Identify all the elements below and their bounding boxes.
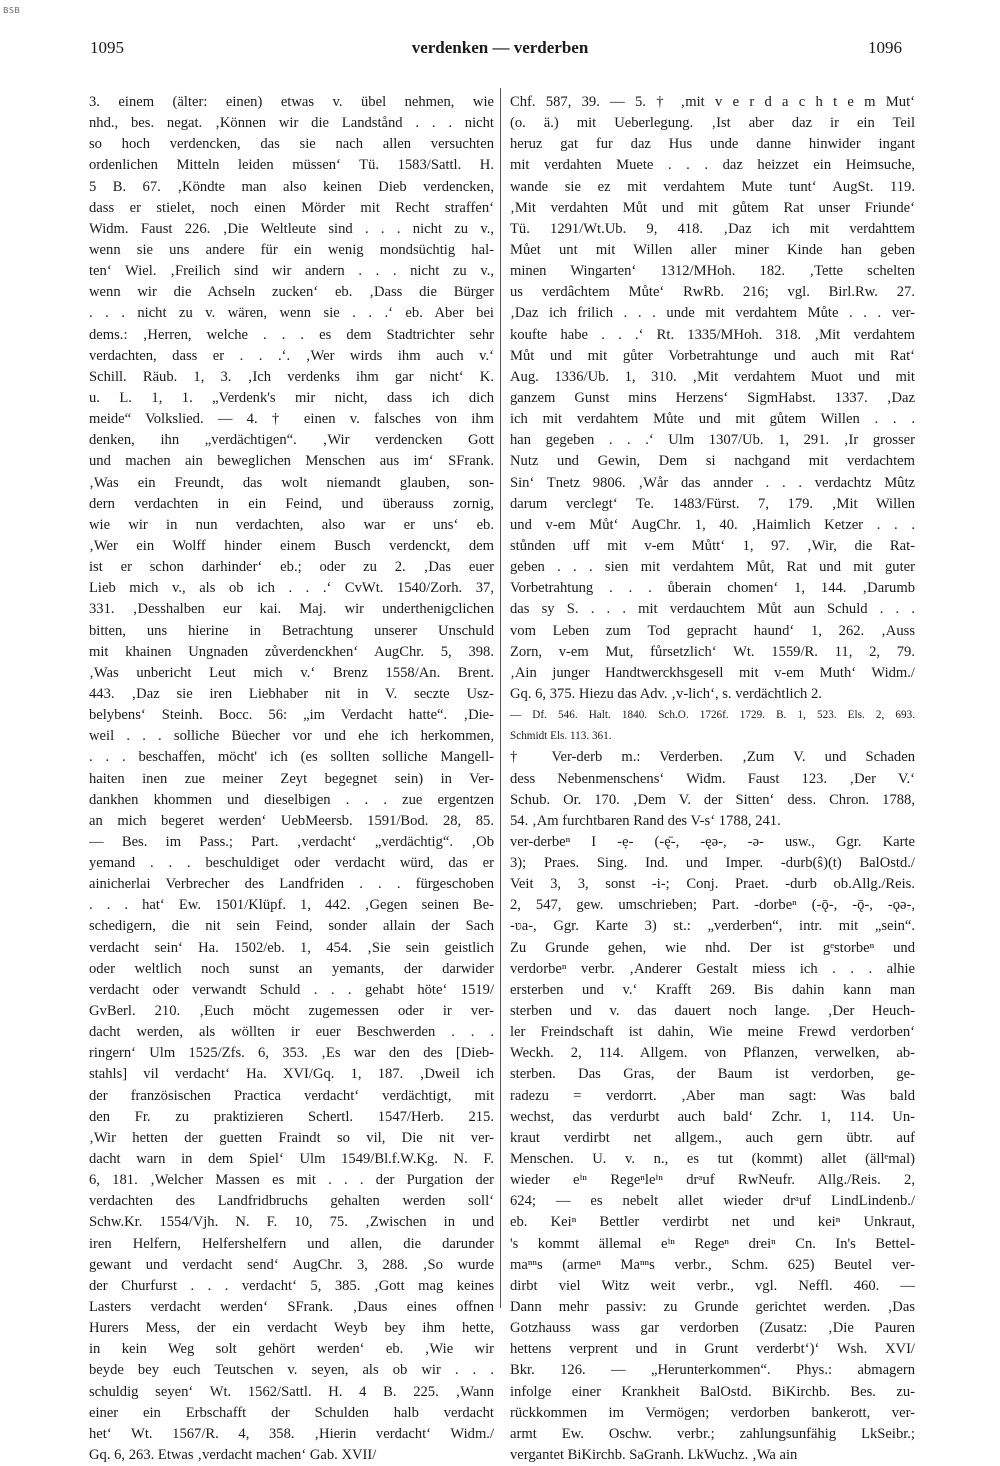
text-line: und machen ain beweglichen Menschen aus im‘ SFrank. — [89, 453, 494, 470]
text-line: Schmidt Els. 113. 361. — [510, 730, 612, 743]
text-line: Schill. Räub. 1, 3. ‚Ich verdenks ihm gar nicht‘ K. — [89, 368, 494, 385]
text-line: eb. Keiⁿ Bettler verdirbt net und keiⁿ Unkraut, — [510, 1214, 915, 1231]
text-line: Bkr. 126. — „Herunterkommen“. Phys.: abmagern — [510, 1362, 915, 1379]
text-line: 5 B. 67. ‚Köndte man also keinen Dieb verdencken, — [89, 178, 494, 195]
text-line: Zorn, v-em Mut, fůrsetzlich‘ Wt. 1559/R. 11, 2, 79. — [510, 643, 915, 660]
text-line: 54. ‚Am furchtbaren Rand des V-s‘ 1788, 241. — [510, 812, 781, 829]
page-header — [0, 38, 1000, 62]
text-line: so hoch verdencken, das sie nach allen versuchten — [89, 136, 494, 153]
text-line: Dann mehr passiv: zu Grunde gerichtet werden. ‚Das — [510, 1299, 915, 1316]
text-line: . . . beschaffen, möcht' ich (es sollten solliche Mangell- — [89, 749, 494, 766]
text-line: bitten, uns hierine in Betrachtung unserer Unschuld — [89, 622, 494, 639]
text-line: dess Nebenmenschens‘ Widm. Faust 123. ‚Der V.‘ — [510, 770, 915, 787]
text-line: wenn wir die Achseln zucken‘ eb. ‚Dass die Bürger — [89, 284, 494, 301]
text-line: Schw.Kr. 1554/Vjh. N. F. 10, 75. ‚Zwischen in und — [89, 1214, 494, 1231]
text-line: dirbt viel Witz weit verbr., vgl. Neffl. 460. — — [510, 1277, 915, 1294]
text-line: ordenlichen Mitteln leiden müssen‘ Tü. 1583/Sattl. H. — [89, 157, 494, 174]
text-line: einer ein Erbschafft der Schulden halb verdacht — [89, 1404, 494, 1421]
text-line: darum verclegt‘ Te. 1483/Fürst. 7, 179. ‚Mit Willen — [510, 495, 915, 512]
text-line: rückkommen im Vermögen; verdorben bankerott, ver- — [510, 1404, 915, 1421]
text-line: in kein Weg solt gehört werden‘ eb. ‚Wie wir — [89, 1341, 494, 1358]
text-line: der französischen Practica verdacht‘ verdächtigt, mit — [89, 1087, 494, 1104]
text-line: heruz gat fur daz Hus unde danne hinwider ingant — [510, 136, 915, 153]
text-line: Můet unt mit Willen aller miner Kinde han geben — [510, 241, 915, 258]
page-number-left: 1095 — [90, 38, 124, 57]
text-line: — Df. 546. Halt. 1840. Sch.O. 1726f. 1729. B. 1, 523. Els. 2, 693. — [510, 709, 915, 722]
text-line: 3. einem (älter: einen) etwas v. übel nehmen, wie — [89, 94, 494, 110]
text-line: koufte habe . . .‘ Rt. 1335/MHoh. 318. ‚Mit verdahtem — [510, 326, 915, 343]
text-line: -ʋa-, Ggr. Karte 3) st.: „verderben“, intr. mit „sein“. — [510, 918, 915, 935]
text-line: 624; — es nebelt allet wieder drᵃuf LindLindenb./ — [510, 1193, 915, 1210]
text-line: armt Ew. Oschw. verbr.; zahlungsunfähig LkSeibr.; — [510, 1425, 915, 1442]
text-line: Gq. 6, 375. Hiezu das Adv. ‚v-lich‘, s. verdächtlich 2. — [510, 685, 822, 702]
text-line: ‚Was unbericht Leut mich v.‘ Brenz 1558/An. Brent. — [89, 664, 494, 681]
text-line: belybens‘ Steinh. Bocc. 56: „im Verdacht hatte“. ‚Die- — [89, 707, 494, 724]
text-line: vergantet BiKirchb. SaGranh. LkWuchz. ‚Wa ain — [510, 1447, 798, 1463]
text-line: ver-derbeⁿ I -ẹ- (-ę̄-, -ęə-, -ə- usw., Ggr. Karte — [510, 833, 915, 850]
text-line: Aug. 1336/Ub. 1, 310. ‚Mit verdahtem Muot und mit — [510, 368, 915, 385]
text-line: der Churfurst . . . verdacht‘ 5, 385. ‚Gott mag keines — [89, 1277, 494, 1294]
text-line: haiten inen zue meiner Zeyt begegnet sein) in Ver- — [89, 770, 494, 787]
text-line: iren Helfern, Helfershelfern und allen, die darunder — [89, 1235, 494, 1252]
text-line: het‘ Wt. 1567/R. 4, 358. ‚Hierin verdacht‘ Widm./ — [89, 1425, 494, 1442]
text-line: Widm. Faust 226. ‚Die Weltleute sind . . . nicht zu v., — [89, 220, 494, 237]
text-line: Sin‘ Tnetz 9806. ‚Wår das annder . . . verdachtz Mûtz — [510, 474, 915, 491]
text-line: minen Wingarten‘ 1312/MHoh. 182. ‚Tette schelten — [510, 263, 915, 280]
text-line: beyde bey euch Teutschen v. seyen, als ob wir . . . — [89, 1362, 494, 1379]
text-line: den Fr. zu praktizieren Schertl. 1547/Herb. 215. — [89, 1108, 494, 1125]
text-line: † Ver-derb m.: Verderben. ‚Zum V. und Schaden — [510, 749, 915, 766]
text-line: dass er stielet, noch einen Mörder mit Recht straffen‘ — [89, 199, 494, 216]
text-line: mit verdahten Muete . . . daz heizzet ein Heimsuche, — [510, 157, 915, 174]
text-line: schuldig seyen‘ Wt. 1562/Sattl. H. 4 B. 225. ‚Wann — [89, 1383, 494, 1400]
text-line: u. L. 1, 1. „Verdenk's mir nicht, dass ich dich — [89, 389, 494, 406]
text-line: mit khainen Ungnaden zůverdenckhen‘ AugChr. 5, 398. — [89, 643, 494, 660]
text-line: dacht warn in dem Spiel‘ Ulm 1549/Bl.f.W.Kg. N. F. — [89, 1151, 494, 1168]
text-line: wechst, das verdurbt auch bald‘ Zchr. 1, 114. Un- — [510, 1108, 915, 1125]
text-line: ‚Ain junger Handtwerckhsgesell mit v-em Muth‘ Widm./ — [510, 664, 915, 681]
text-line: an mich begeret werden‘ UebMeersb. 1591/Bod. 28, 85. — [89, 812, 494, 829]
text-line: Menschen. U. v. n., es tut (kommt) allet (ällᵉmal) — [510, 1151, 915, 1168]
text-line: ‚Wer ein Wolff hinder einem Busch verdenckt, dem — [89, 537, 494, 554]
text-line: maⁿⁿs (armeⁿ Maⁿⁿs verbr., Schm. 625) Beutel ver- — [510, 1256, 915, 1273]
text-line: wande sie ez mit verdahtem Mute tunt‘ AugSt. 119. — [510, 178, 915, 195]
text-line: verdorbeⁿ verbr. ‚Anderer Gestalt miess ich . . . alhie — [510, 960, 915, 977]
text-line: Zu Grunde gehen, wie nhd. Der ist gᵉstorbeⁿ und — [510, 939, 915, 956]
text-line: Veit 3, 3, sonst -i-; Conj. Praet. -durb ob.Allg./Reis. — [510, 876, 915, 893]
text-line: nhd., bes. negat. ‚Können wir die Landstånd . . . nicht — [89, 115, 494, 132]
text-line: yemand . . . beschuldiget oder verdacht würd, das er — [89, 855, 494, 872]
text-line: infolge einer Krankheit BalOstd. BiKirchb. Bes. zu- — [510, 1383, 915, 1400]
text-line: 331. ‚Desshalben eur kai. Maj. wir underthenigclichen — [89, 601, 494, 618]
text-line: vom Leben zum Tod gepracht haund‘ 1, 262. ‚Auss — [510, 622, 915, 639]
text-line: hettens verprent und in Grunt verderbt‘)‘ Wsh. XVI/ — [510, 1341, 915, 1358]
text-line: 6, 181. ‚Welcher Massen es mit . . . der Purgation der — [89, 1172, 494, 1189]
text-line: 443. ‚Daz sie iren Liebhaber nit in V. seczte Usz- — [89, 685, 494, 702]
text-line: Lieb mich v., als ob ich . . .‘ CvWt. 1540/Zorh. 37, — [89, 580, 494, 597]
text-line: kraut verdirbt net allgem., auch gern übtr. auf — [510, 1129, 915, 1146]
text-line: ler Freindschaft ist dahin, Wie meine Frewd verdorben‘ — [510, 1024, 915, 1041]
text-line: stahls] vil verdacht‘ Ha. XVI/Gq. 1, 187. ‚Dweil ich — [89, 1066, 494, 1083]
text-line: dern verdachten in ein Feind, und überauss zornig, — [89, 495, 494, 512]
text-line: radezu = verdorrt. ‚Aber man sagt: Was bald — [510, 1087, 915, 1104]
text-line: Nutz und Gewin, Dem si nachgand mit verdachtem — [510, 453, 915, 470]
column-divider — [500, 88, 501, 1308]
text-line: Lasters verdacht werden‘ SFrank. ‚Daus eines offnen — [89, 1299, 494, 1316]
text-line: sterben und v. das dauert noch lange. ‚Der Heuch- — [510, 1003, 915, 1020]
text-line: Schub. Or. 170. ‚Dem V. der Sitten‘ dess. Chron. 1788, — [510, 791, 915, 808]
text-line: dacht werden, als wöllten ir euer Beschwerden . . . — [89, 1024, 494, 1041]
text-line: dankhen khommen und dieselbigen . . . zue ergentzen — [89, 791, 494, 808]
text-line: stůnden uff mit v-em Můtt‘ 1, 97. ‚Wir, die Rat- — [510, 537, 915, 554]
text-line: Můt und mit gůter Vorbetrahtunge und auch mit Rat‘ — [510, 347, 915, 364]
text-line: gewant und verdacht send‘ AugChr. 3, 288. ‚So wurde — [89, 1256, 494, 1273]
text-line: ainicherlai Verbrecher des Landfriden . . . fürgeschoben — [89, 876, 494, 893]
text-line: Gq. 6, 263. Etwas ‚verdacht machen‘ Gab. XVII/ — [89, 1447, 377, 1463]
text-line: dems.: ‚Herren, welche . . . es dem Stadtrichter sehr — [89, 326, 494, 343]
text-line: verdachten des Landfridbruchs gehalten werden soll‘ — [89, 1193, 494, 1210]
text-line: han gegeben . . .‘ Ulm 1307/Ub. 1, 291. ‚Ir grosser — [510, 432, 915, 449]
text-line: ich mit verdahtem Můte und mit gůtem Willen . . . — [510, 411, 915, 428]
text-line: (o. ä.) mit Ueberlegung. ‚Ist aber daz ir ein Teil — [510, 115, 915, 132]
text-line: — Bes. im Pass.; Part. ‚verdacht‘ „verdächtig“. ‚Ob — [89, 833, 494, 850]
text-line: Vorbetrahtung . . . ůberain chomen‘ 1, 144. ‚Darumb — [510, 580, 915, 597]
text-line: wieder eⁱⁿ Regeⁿleⁱⁿ drᵃuf RwNeufr. Allg./Reis. 2, — [510, 1172, 915, 1189]
text-line: ‚Mit verdahten Můt und mit gůtem Rat unser Friunde‘ — [510, 199, 915, 216]
text-line: ringern‘ Ulm 1525/Zfs. 6, 353. ‚Es war den des [Dieb- — [89, 1045, 494, 1062]
text-line: verdacht sein‘ Ha. 1502/eb. 1, 454. ‚Sie sein geistlich — [89, 939, 494, 956]
page-number-right: 1096 — [868, 38, 902, 57]
text-line: denken, ihn „verdächtigen“. ‚Wir verdencken Gott — [89, 432, 494, 449]
right-column — [510, 92, 915, 1466]
text-line: . . . nicht zu v. wären, wenn sie . . .‘ eb. Aber bei — [89, 305, 494, 322]
text-line: 2, 547, gew. umschrieben; Part. -dorbeⁿ (-ǭ-, -ǭ-, -ǫə-, — [510, 897, 915, 914]
text-line: geben . . . sien mit verdahtem Můt, Rat und mit guter — [510, 559, 915, 576]
text-line: ten‘ Wiel. ‚Freilich sind wir andern . . . nicht zu v., — [89, 263, 494, 280]
text-line: das sy S. . . . mit verdauchtem Můt aun Schuld . . . — [510, 601, 915, 618]
text-line: schedigern, die nit sein Feind, sonder allain der Sach — [89, 918, 494, 935]
text-line: GvBerl. 210. ‚Euch möcht zugemessen oder ir ver- — [89, 1003, 494, 1020]
text-line: ersterben und v.‘ Krafft 269. Bis dahin kann man — [510, 981, 915, 998]
text-line: 's kommt ällemal eⁱⁿ Regeⁿ dreiⁿ Cn. In's Bettel- — [510, 1235, 915, 1252]
text-line: ist er schon darhinder‘ eb.; oder zu 2. ‚Das euer — [89, 559, 494, 576]
text-line: ‚Was ein Freundt, das wolt niemandt glauben, son- — [89, 474, 494, 491]
text-line: oder weltlich noch sunst an yemants, der darwider — [89, 960, 494, 977]
text-line: ‚Daz ich frilich . . . unde mit verdahtem Můte . . . ver- — [510, 305, 915, 322]
text-line: Hurers Mess, der ein verdacht Weyb bey ihm hette, — [89, 1320, 494, 1337]
text-line: 3); Praes. Sing. Ind. und Imper. -durb(ŝ)(t) BalOstd./ — [510, 855, 915, 872]
text-line: weil . . . solliche Büecher vor und ehe ich herkommen, — [89, 728, 494, 745]
text-line: Weckh. 2, 114. Allgem. von Pflanzen, verwelken, ab- — [510, 1045, 915, 1062]
text-line: Tü. 1291/Wt.Ub. 9, 418. ‚Daz ich mit verdahttem — [510, 220, 915, 237]
text-line: wie wir in nun verdachten, also war er uns‘ eb. — [89, 516, 494, 533]
text-line: und v-em Můt‘ AugChr. 1, 40. ‚Haimlich Ketzer . . . — [510, 516, 915, 533]
text-line: sterben. Das Gras, der Baum ist verdorben, ge- — [510, 1066, 915, 1083]
text-line: wenn sie uns andere für ein wenig mondsüchtig hal- — [89, 241, 494, 258]
text-line: . . . hat‘ Ew. 1501/Klüpf. 1, 442. ‚Gegen seinen Be- — [89, 897, 494, 914]
text-line: us verdâchtem Můte‘ RwRb. 216; vgl. Birl.Rw. 27. — [510, 284, 915, 301]
corner-mark: BSB — [3, 6, 21, 15]
text-line: verdacht oder verwandt Schuld . . . gehabt höte‘ 1519/ — [89, 981, 494, 998]
text-line: ganzem Gunst mins Herzens‘ SigmHabst. 1337. ‚Daz — [510, 389, 915, 406]
text-line: Gotzhauss wass gar verdorben (Zusatz: ‚Die Pauren — [510, 1320, 915, 1337]
text-line: ‚Wir hetten der guetten Fraindt so vil, Die nit ver- — [89, 1129, 494, 1146]
text-line: verdachten, dass er . . .‘. ‚Wer wirds ihm auch v.‘ — [89, 347, 494, 364]
left-column — [89, 92, 494, 1466]
running-title: verdenken — verderben — [411, 38, 589, 57]
text-line: meide“ Volkslied. — 4. † einen v. falsches von ihm — [89, 411, 494, 428]
text-line: Chf. 587, 39. — 5. † ‚mit v e r d a c h t e m Mut‘ — [510, 94, 915, 110]
